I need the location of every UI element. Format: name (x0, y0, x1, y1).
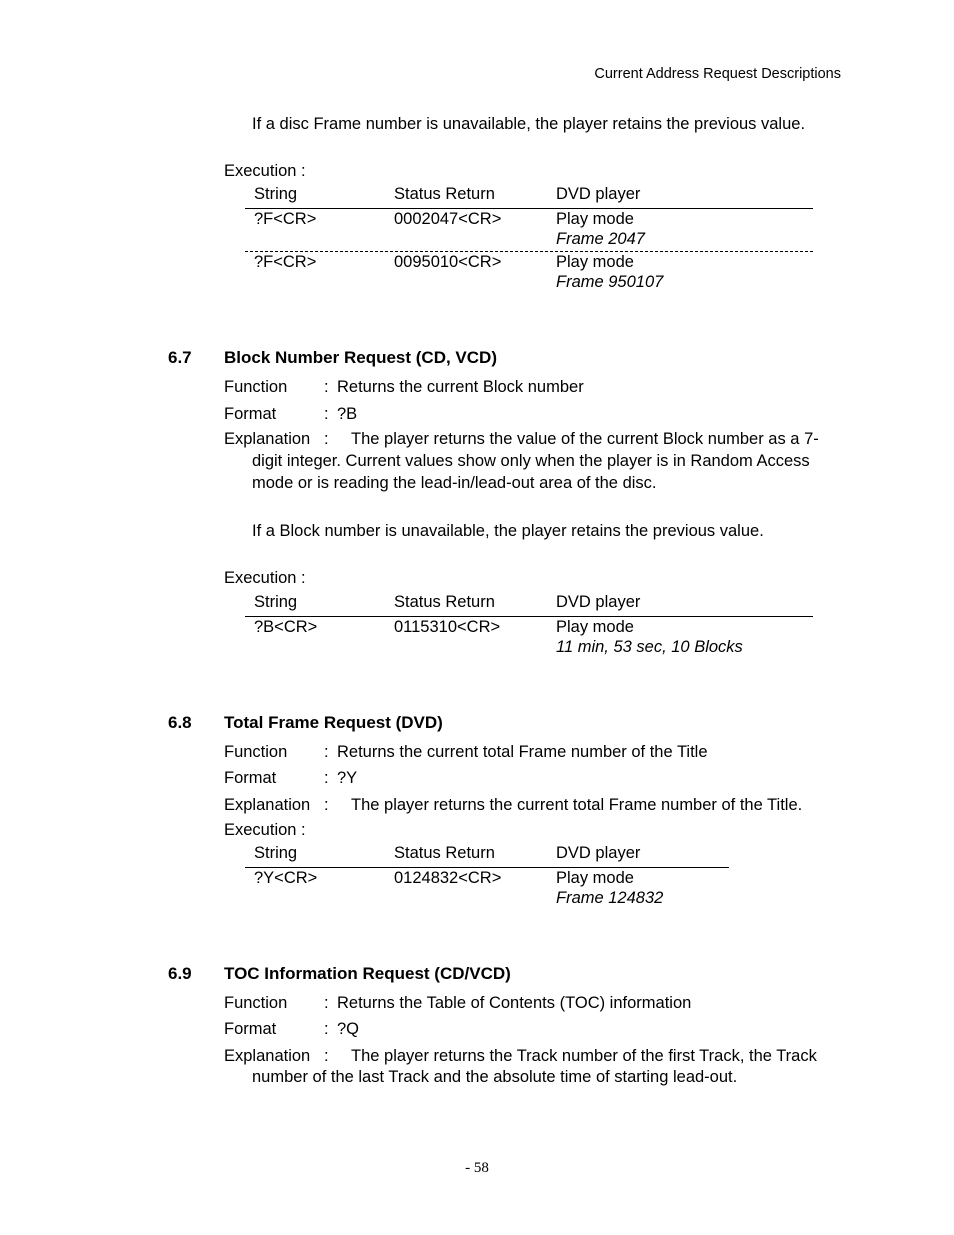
colon: : (324, 994, 329, 1012)
function-value: Returns the current Block number (337, 378, 584, 396)
col-player-header: DVD player (556, 593, 641, 611)
section-number: 6.9 (168, 964, 192, 983)
colon: : (324, 405, 329, 423)
section-title: Block Number Request (CD, VCD) (224, 348, 497, 367)
execution-label: Execution : (224, 162, 306, 180)
colon: : (324, 796, 329, 814)
format-label: Format (224, 769, 277, 787)
row-mode: Play mode (556, 210, 634, 228)
row-string: ?B<CR> (254, 618, 318, 636)
row-detail: Frame 950107 (556, 273, 664, 291)
block-note: If a Block number is unavailable, the player retains the previous value. (252, 522, 764, 540)
colon: : (324, 769, 329, 787)
format-label: Format (224, 405, 277, 423)
section-title: TOC Information Request (CD/VCD) (224, 964, 511, 983)
explanation-body: number of the last Track and the absolute time of starting lead-out. (252, 1068, 738, 1086)
row-status: 0115310<CR> (394, 618, 501, 636)
format-value: ?Q (337, 1020, 360, 1038)
function-label: Function (224, 378, 288, 396)
col-status-header: Status Return (394, 593, 495, 611)
table-row (245, 617, 813, 659)
section-number: 6.8 (168, 713, 192, 732)
table-header-row (245, 843, 729, 867)
explanation-first-line: The player returns the value of the current Block number as a 7- (351, 430, 819, 448)
row-string: ?F<CR> (254, 253, 317, 271)
row-mode: Play mode (556, 618, 634, 636)
row-status: 0095010<CR> (394, 253, 502, 271)
format-value: ?Y (337, 769, 358, 787)
colon: : (324, 1020, 329, 1038)
explanation-first-line: The player returns the Track number of the first Track, the Track (351, 1047, 817, 1065)
row-mode: Play mode (556, 253, 634, 271)
col-string-header: String (254, 185, 298, 203)
colon: : (324, 378, 329, 396)
col-player-header: DVD player (556, 185, 641, 203)
explanation-first-line: The player returns the current total Frame number of the Title. (351, 796, 803, 814)
colon: : (324, 743, 329, 761)
table-row (245, 252, 813, 294)
explanation-label: Explanation (224, 796, 311, 814)
explanation-body: digit integer. Current values show only when the player is in Random Access mode or is reading the lead-in/lead-out area of the disc. (252, 452, 810, 492)
section-number: 6.7 (168, 348, 192, 367)
row-detail: Frame 124832 (556, 889, 664, 907)
row-string: ?Y<CR> (254, 869, 318, 887)
explanation-label: Explanation (224, 430, 311, 448)
col-status-header: Status Return (394, 185, 495, 203)
row-status: 0124832<CR> (394, 869, 502, 887)
col-status-header: Status Return (394, 844, 495, 862)
row-detail: 11 min, 53 sec, 10 Blocks (556, 638, 743, 656)
format-value: ?B (337, 405, 358, 423)
execution-label: Execution : (224, 569, 306, 587)
table-row (245, 868, 729, 910)
row-mode: Play mode (556, 869, 634, 887)
colon: : (324, 1047, 329, 1065)
col-string-header: String (254, 593, 298, 611)
section-title: Total Frame Request (DVD) (224, 713, 443, 732)
function-label: Function (224, 743, 288, 761)
execution-table-total-frame (245, 843, 729, 907)
explanation-label: Explanation (224, 1047, 311, 1065)
page-number: - 58 (465, 1160, 489, 1176)
col-string-header: String (254, 844, 298, 862)
row-detail: Frame 2047 (556, 230, 645, 248)
execution-table-frame (245, 184, 813, 291)
function-value: Returns the current total Frame number of the Title (337, 743, 708, 761)
row-string: ?F<CR> (254, 210, 317, 228)
table-header-row (245, 592, 813, 616)
table-row (245, 209, 813, 251)
col-player-header: DVD player (556, 844, 641, 862)
intro-note: If a disc Frame number is unavailable, the player retains the previous value. (252, 115, 806, 133)
format-label: Format (224, 1020, 277, 1038)
colon: : (324, 430, 329, 448)
function-label: Function (224, 994, 288, 1012)
row-status: 0002047<CR> (394, 210, 502, 228)
table-header-row (245, 184, 813, 208)
function-value: Returns the Table of Contents (TOC) information (337, 994, 692, 1012)
execution-label: Execution : (224, 821, 306, 839)
execution-table-block (245, 592, 813, 656)
running-header: Current Address Request Descriptions (594, 66, 841, 82)
